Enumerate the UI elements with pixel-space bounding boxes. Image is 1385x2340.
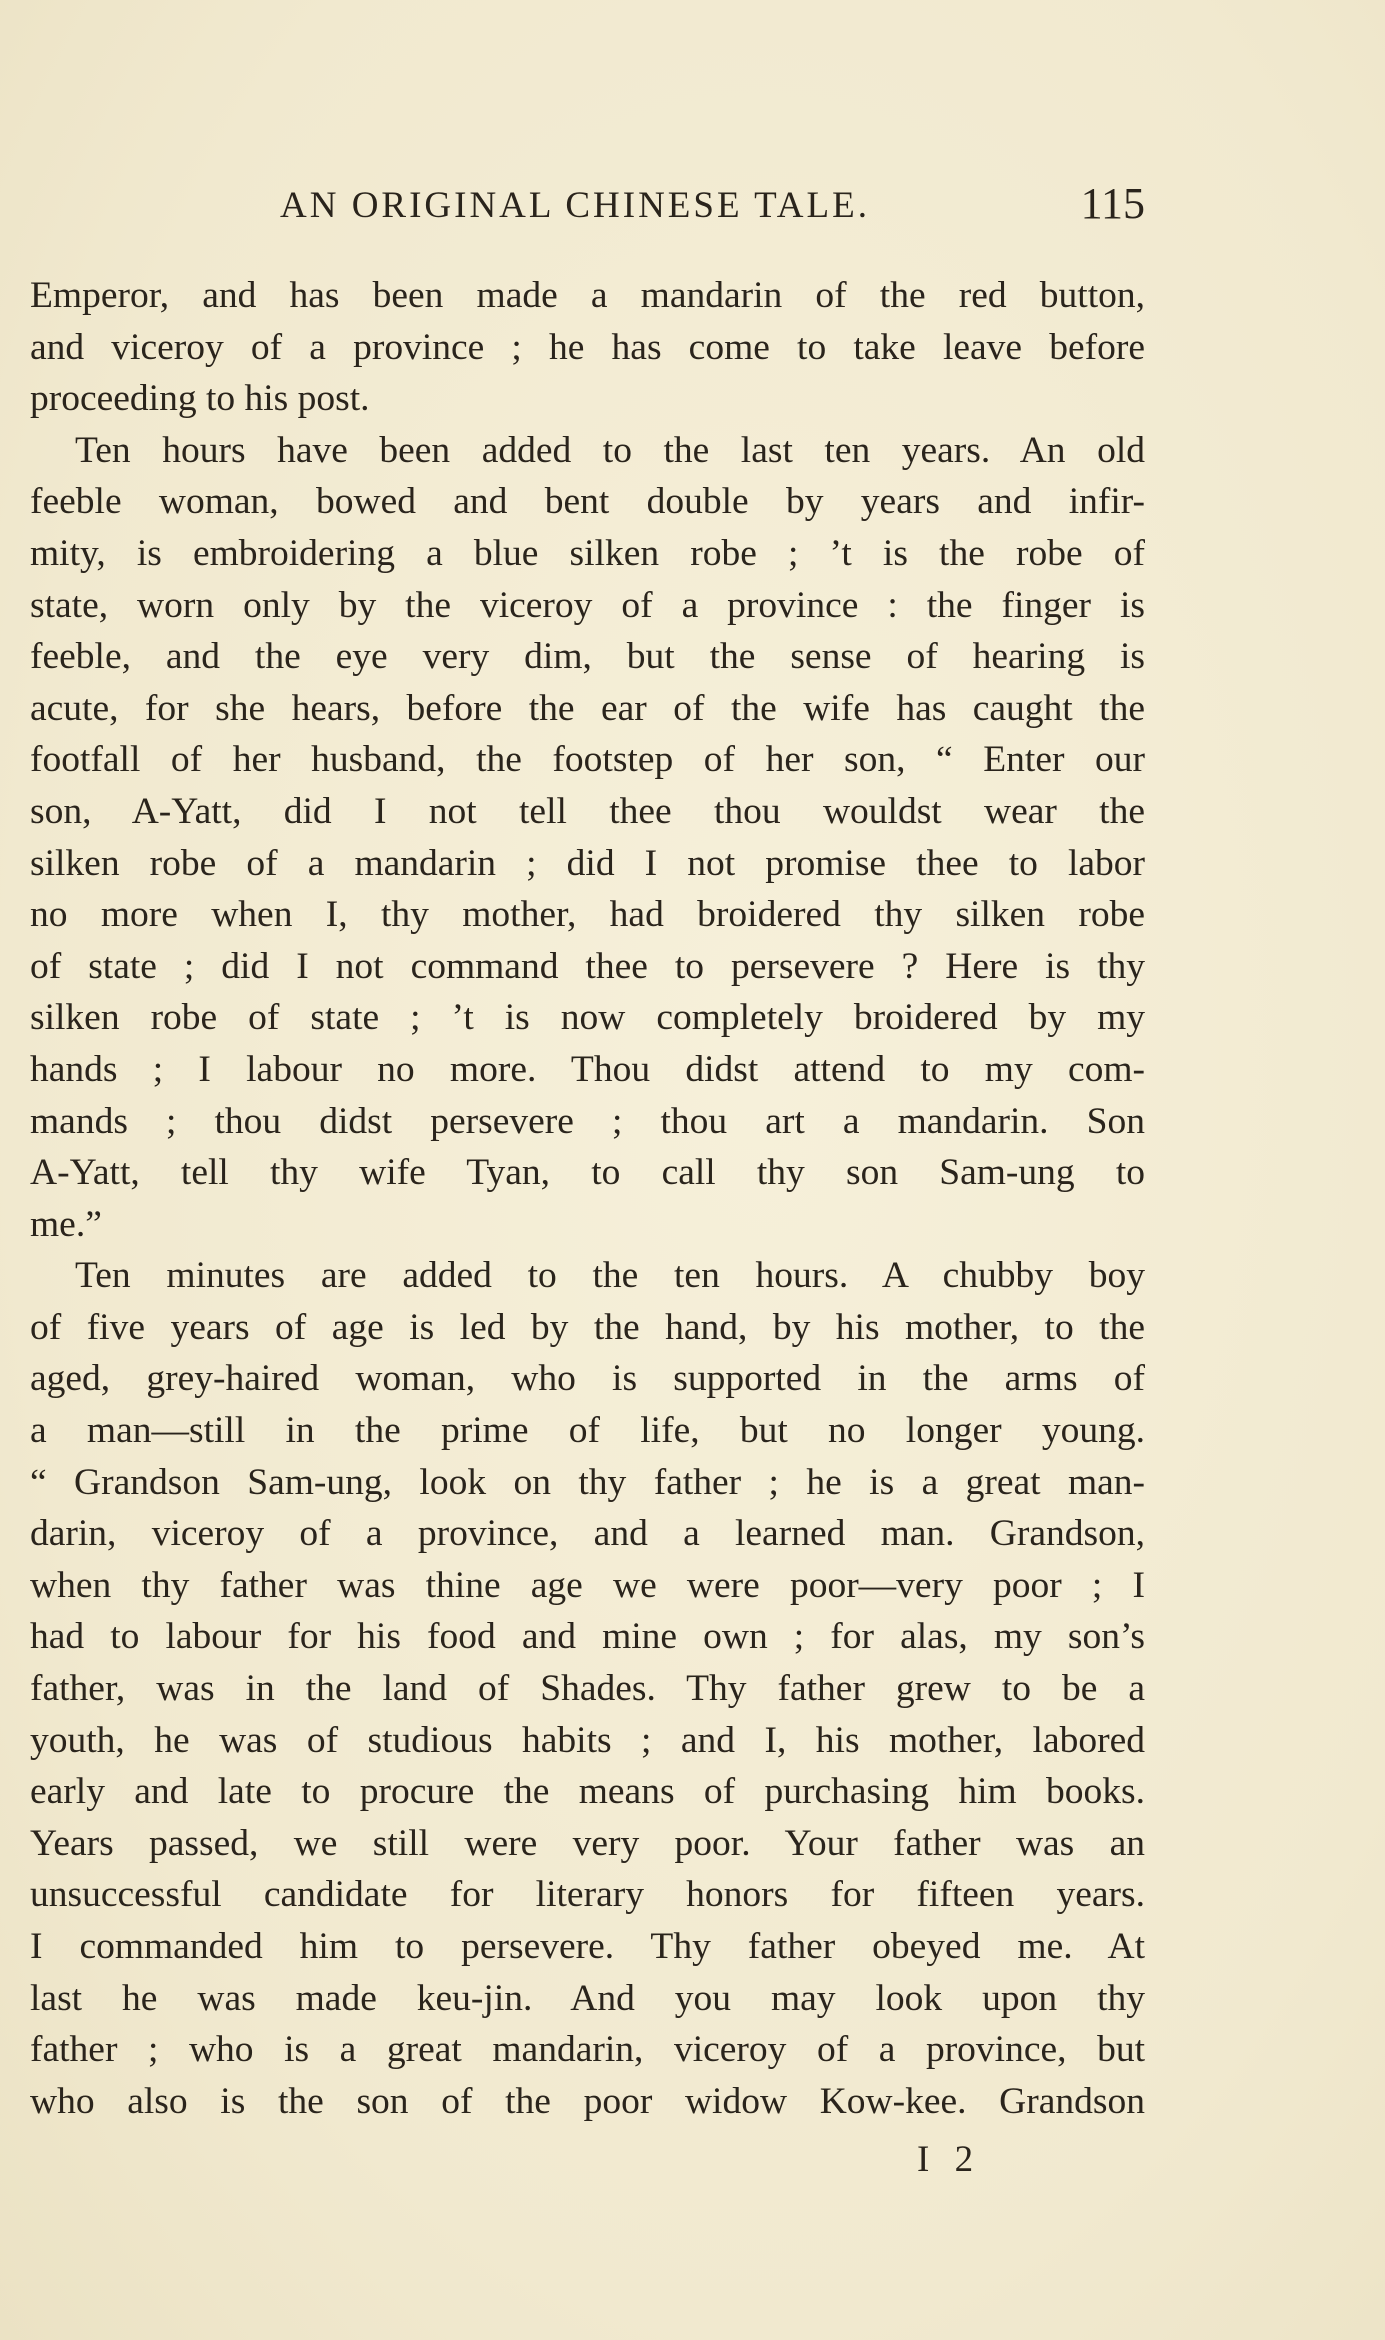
text-line: footfall of her husband, the footstep of her son, “ Enter our — [30, 739, 1145, 781]
paragraph-2 — [30, 425, 1145, 1251]
text-line: aged, grey-haired woman, who is supported in the arms of — [30, 1358, 1145, 1400]
text-line: Ten minutes are added to the ten hours. A chubby boy — [75, 1255, 1145, 1297]
text-line: had to labour for his food and mine own ; for alas, my son’s — [30, 1616, 1145, 1658]
text-line: of state ; did I not command thee to persevere ? Here is thy — [30, 945, 1145, 987]
text-line: proceeding to his post. — [30, 378, 370, 420]
text-line: I commanded him to persevere. Thy father obeyed me. At — [30, 1926, 1145, 1967]
text-line: feeble, and the eye very dim, but the sense of hearing is — [30, 636, 1145, 678]
text-line: “ Grandson Sam-ung, look on thy father ; he is a great man- — [30, 1461, 1145, 1503]
text-line: darin, viceroy of a province, and a learned man. Grandson, — [30, 1513, 1145, 1555]
paragraph-1 — [30, 270, 1145, 425]
text-line: state, worn only by the viceroy of a province : the finger is — [30, 584, 1145, 626]
text-line: Ten hours have been added to the last ten years. An old — [75, 429, 1145, 471]
text-line: Emperor, and has been made a mandarin of the red button, — [30, 275, 1145, 316]
paragraph-3 — [30, 1250, 1145, 2127]
text-line: last he was made keu-jin. And you may look upon thy — [30, 1977, 1145, 2019]
text-line: when thy father was thine age we were poor—very poor ; I — [30, 1564, 1145, 1606]
text-line: unsuccessful candidate for literary honors for fifteen years. — [30, 1874, 1145, 1916]
text-line: youth, he was of studious habits ; and I, his mother, labored — [30, 1719, 1145, 1761]
page-header — [30, 178, 1145, 238]
text-line: Years passed, we still were very poor. Your father was an — [30, 1822, 1145, 1864]
text-line: father, was in the land of Shades. Thy father grew to be a — [30, 1668, 1145, 1710]
text-line: me.” — [30, 1203, 102, 1245]
text-line: who also is the son of the poor widow Kow-kee. Grandson — [30, 2080, 1145, 2122]
text-line: silken robe of a mandarin ; did I not promise thee to labor — [30, 842, 1145, 884]
text-line: no more when I, thy mother, had broidered thy silken robe — [30, 894, 1145, 936]
text-line: son, A-Yatt, did I not tell thee thou wouldst wear the — [30, 790, 1145, 832]
text-line: A-Yatt, tell thy wife Tyan, to call thy son Sam-ung to — [30, 1152, 1145, 1194]
text-line: early and late to procure the means of purchasing him books. — [30, 1771, 1145, 1813]
text-line: and viceroy of a province ; he has come to take leave before — [30, 326, 1145, 368]
text-line: silken robe of state ; ’t is now completely broidered by my — [30, 997, 1145, 1039]
text-line: of five years of age is led by the hand, by his mother, to the — [30, 1306, 1145, 1348]
text-line: acute, for she hears, before the ear of the wife has caught the — [30, 687, 1145, 729]
running-head-title: AN ORIGINAL CHINESE TALE. — [280, 185, 870, 226]
body-text — [30, 270, 1145, 2127]
text-line: a man—still in the prime of life, but no longer young. — [30, 1410, 1145, 1452]
page-number: 115 — [1080, 179, 1145, 228]
text-line: mity, is embroidering a blue silken robe ; ’t is the robe of — [30, 532, 1145, 574]
text-line: hands ; I labour no more. Thou didst attend to my com- — [30, 1048, 1145, 1090]
text-line: mands ; thou didst persevere ; thou art a mandarin. Son — [30, 1100, 1145, 1142]
text-line: feeble woman, bowed and bent double by years and infir- — [30, 481, 1145, 523]
signature-mark: I 2 — [917, 2139, 982, 2180]
text-line: father ; who is a great mandarin, viceroy of a province, but — [30, 2029, 1145, 2071]
